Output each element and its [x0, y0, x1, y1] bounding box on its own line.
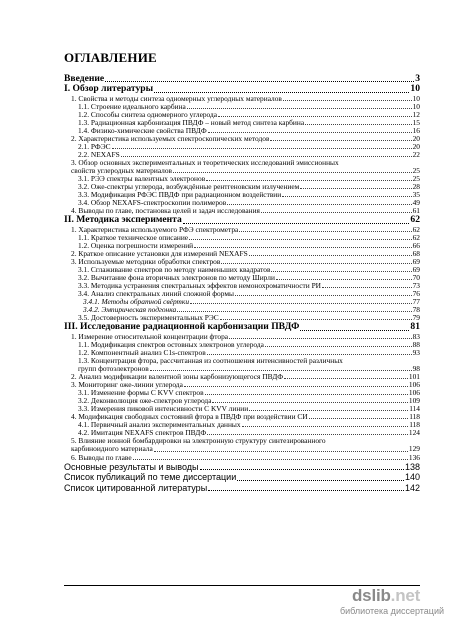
toc-entry-page: 83 [412, 331, 420, 341]
toc-entry [64, 266, 420, 274]
toc-entry [64, 341, 420, 349]
toc-entry [64, 74, 420, 84]
toc-entry-title: 3.3. Методика устранения спектральных эффектов немонохроматичности РИ [78, 282, 322, 291]
toc-dot-leader [133, 459, 408, 460]
toc-dot-leader [300, 330, 409, 331]
toc-entry [64, 333, 420, 341]
toc-entry [64, 483, 420, 494]
toc-dot-leader [261, 212, 412, 213]
toc-entry-title: Список публикаций по теме диссертации [64, 472, 237, 483]
toc-dot-leader [207, 354, 412, 355]
toc-dot-leader [235, 295, 412, 296]
toc-entry-page: 28 [412, 182, 420, 192]
toc-entry-title: 2. Характеристика используемых спектроскопических методов [71, 135, 270, 144]
toc-entry-page: 78 [412, 305, 420, 315]
toc-entry-page: 20 [412, 134, 420, 144]
toc-entry [64, 397, 420, 405]
toc-entry-page: 136 [408, 452, 420, 462]
toc-entry-page: 16 [412, 125, 420, 135]
toc-entry-page: 10 [412, 101, 420, 111]
toc-entry [64, 207, 420, 215]
toc-dot-leader [284, 378, 408, 379]
toc-entry-page: 25 [412, 166, 420, 176]
toc-entry-title: I. Обзор литературы [64, 84, 154, 95]
toc-dot-leader [239, 231, 411, 232]
toc-entry [64, 95, 420, 103]
toc-entry-page: 138 [404, 461, 420, 472]
toc-entry [64, 151, 420, 159]
toc-entry-title: 1.3. Радиационная карбонизация ПВДФ – новый метод синтеза карбина [78, 118, 305, 127]
toc-dot-leader [208, 490, 404, 491]
toc-dot-leader [283, 100, 412, 101]
toc-entry-page: 68 [412, 249, 420, 259]
toc-entry [64, 437, 420, 445]
toc-entry-page: 15 [412, 117, 420, 127]
toc-entry-page: 118 [409, 412, 420, 422]
toc-entry-title: 3.2. Деконволюция оже-спектров углерода [78, 397, 212, 406]
toc-entry [64, 405, 420, 413]
toc-entry-title: III. Исследование радиационной карбонизации ПВДФ [64, 322, 300, 333]
toc-entry-page: 106 [408, 380, 420, 390]
toc-dot-leader [183, 223, 410, 224]
toc-entry [64, 421, 420, 429]
toc-entry-title: 3.2. Оже-спектры углерода, возбуждённые рентгеновским излучением [78, 183, 300, 192]
toc-entry-page: 93 [412, 347, 420, 357]
toc-entry-page: 62 [412, 232, 420, 242]
toc-dot-leader [208, 132, 412, 133]
toc-entry-title: Введение [64, 73, 105, 84]
toc-entry-page: 118 [409, 420, 420, 430]
toc-dot-leader [121, 156, 412, 157]
toc-dot-leader [300, 188, 411, 189]
toc-dot-leader [150, 370, 412, 371]
toc-entry [64, 454, 420, 462]
toc-entry-title: 4. Модификация свободных состояний фтора в ПВДФ при воздействии СИ [71, 413, 308, 422]
toc-entry-title: 3.4.2. Эмпирическая подгонка [83, 306, 177, 315]
toc-entry-title: Основные результаты и выводы [64, 461, 199, 472]
toc-entry-title: 3.4. Анализ спектральных линий сложной формы [78, 290, 234, 299]
toc-entry [64, 349, 420, 357]
toc-dot-leader [305, 124, 411, 125]
toc-entry-title: 1. Характеристика используемого РФЭ спектрометра [71, 225, 239, 234]
toc-entry [64, 127, 420, 135]
toc-entry-title: 1.1. Строение идеального карбина [78, 102, 186, 111]
toc-entry-title: 3.3. Модификация РФЭС ПВДФ при радиационном воздействии [78, 191, 282, 200]
toc-entry [64, 226, 420, 234]
toc-entry [64, 183, 420, 191]
toc-entry-title: 3.1. Сглаживание спектров по методу наименьших квадратов [78, 266, 271, 275]
toc-entry [64, 381, 420, 389]
toc-entry-title: 3.4. Обзор NEXAFS-спектроскопии полимеров [78, 199, 227, 208]
toc-entry-title: 3.1. РЭЭ спектры валентных электронов [78, 175, 206, 184]
toc-entry-page: 10 [412, 93, 420, 103]
toc-dot-leader [271, 271, 411, 272]
toc-entry [64, 258, 420, 266]
toc-dot-leader [309, 418, 409, 419]
toc-entry-title: 1.1. Краткое техническое описание [78, 233, 189, 242]
toc-entry [64, 298, 420, 306]
toc-entry [64, 429, 420, 437]
toc-dot-leader [189, 239, 412, 240]
toc-entry [64, 413, 420, 421]
toc-entry-page: 79 [412, 313, 420, 323]
watermark-logo [352, 586, 420, 606]
toc-entry-page: 22 [412, 150, 420, 160]
toc-dot-leader [187, 108, 412, 109]
toc-dot-leader [276, 279, 412, 280]
toc-entry [64, 282, 420, 290]
toc-entry [64, 373, 420, 381]
toc-entry [64, 215, 420, 225]
toc-entry-title: свойств углеродных материалов [71, 167, 173, 176]
toc-entry-page: 35 [412, 190, 420, 200]
toc-dot-leader [221, 263, 411, 264]
toc-dot-leader [249, 255, 412, 256]
watermark-logo-main: dslib [352, 586, 391, 605]
toc-entry-title: 1.4. Физико-химические свойства ПВДФ [78, 126, 207, 135]
toc-entry-title: 4.1. Первичный анализ экспериментальных данных [78, 421, 241, 430]
toc-entry [64, 84, 420, 94]
toc-entry [64, 472, 420, 483]
toc-dot-leader [177, 311, 411, 312]
toc-dot-leader [194, 247, 411, 248]
toc-entry-page: 77 [412, 297, 420, 307]
toc-entry [64, 191, 420, 199]
toc-dot-leader [207, 434, 408, 435]
toc-entry [64, 159, 420, 167]
toc-entry [64, 314, 420, 322]
toc-entry [64, 135, 420, 143]
toc-entry-title: групп фотоэлектронов [78, 365, 149, 374]
toc-entry-title: 3.2. Вычитание фона вторичных электронов по методу Ширли [78, 274, 275, 283]
toc-dot-leader [105, 81, 414, 82]
toc-entry-title: II. Методика эксперимента [64, 215, 182, 226]
toc-entry-page: 61 [412, 206, 420, 216]
toc-entry-page: 129 [408, 444, 420, 454]
toc-dot-leader [229, 338, 412, 339]
toc-entry-page: 69 [412, 257, 420, 267]
toc-dot-leader [237, 480, 404, 481]
toc-entry-title: 2.1. РФЭС [78, 143, 111, 152]
toc-entry-title: 3.3. Измерения пиковой интенсивности C KVV линии [78, 405, 249, 414]
toc-dot-leader [200, 469, 404, 470]
toc-entry [64, 389, 420, 397]
toc-entry-title: 2. Краткое описание установки для измерений NEXAFS [71, 250, 248, 259]
toc-entry-page: 62 [410, 214, 420, 226]
toc-dot-leader [270, 140, 411, 141]
toc-entry-page: 142 [404, 482, 420, 493]
toc-dot-leader [249, 410, 408, 411]
toc-entry-page: 10 [410, 83, 420, 95]
toc-dot-leader [206, 180, 411, 181]
toc-dot-leader [190, 303, 412, 304]
toc-entry-title: 4. Выводы по главе, постановка целей и задач исследования [71, 207, 260, 216]
toc-entry [64, 103, 420, 111]
toc-entry-title: 4.2. Имитация NEXAFS спектров ПВДФ [78, 429, 207, 438]
page-title: ОГЛАВЛЕНИЕ [64, 50, 157, 65]
toc-entry [64, 111, 420, 119]
toc-entry-title: 3.5. Достоверность экспериментальных РЭС [78, 314, 219, 323]
watermark-tagline: библиотека диссертаций [340, 606, 445, 616]
toc-entry [64, 250, 420, 258]
toc-entry-page: 109 [408, 396, 420, 406]
table-of-contents [64, 74, 420, 493]
toc-entry-title: Список цитированной литературы [64, 482, 208, 493]
toc-dot-leader [227, 204, 411, 205]
toc-dot-leader [282, 196, 411, 197]
toc-entry-title: 3.1. Изменение формы C KVV спектров [78, 389, 204, 398]
toc-entry-title: 3. Используемые методики обработки спектров [71, 258, 221, 267]
toc-entry-title: 2. Анализ модификации валентной зоны карбонизующегося ПВДФ [71, 373, 284, 382]
watermark-logo-suffix: .net [390, 586, 421, 605]
toc-dot-leader [154, 451, 408, 452]
toc-entry [64, 119, 420, 127]
toc-entry-page: 12 [412, 109, 420, 119]
toc-entry-page: 76 [412, 289, 420, 299]
toc-entry-page: 66 [412, 240, 420, 250]
toc-entry-page: 98 [412, 364, 420, 374]
toc-entry [64, 175, 420, 183]
toc-entry-page: 101 [408, 372, 420, 382]
toc-entry [64, 242, 420, 250]
toc-entry-page: 20 [412, 142, 420, 152]
toc-entry-title: карбиноидного материала [71, 445, 153, 454]
toc-entry [64, 234, 420, 242]
toc-entry-title: 1. Свойства и методы синтеза одномерных углеродных материалов [71, 94, 282, 103]
toc-dot-leader [154, 92, 409, 93]
toc-entry [64, 167, 420, 175]
toc-dot-leader [212, 402, 407, 403]
toc-entry [64, 306, 420, 314]
toc-entry-page: 69 [412, 265, 420, 275]
toc-entry-page: 49 [412, 198, 420, 208]
toc-entry-page: 25 [412, 174, 420, 184]
toc-entry [64, 290, 420, 298]
toc-entry-title: 1. Измерение относительной концентрации фтора [71, 332, 229, 341]
toc-entry-page: 70 [412, 273, 420, 283]
toc-dot-leader [265, 346, 412, 347]
toc-entry-title: 3. Обзор основных экспериментальных и теоретических исследований эмиссионных [71, 159, 339, 168]
toc-entry-title: 1.2. Способы синтеза одномерного углерода [78, 110, 218, 119]
toc-dot-leader [184, 386, 408, 387]
toc-dot-leader [220, 319, 412, 320]
toc-dot-leader [112, 148, 412, 149]
toc-entry-title: 6. Выводы по главе [71, 453, 132, 462]
toc-entry-page: 73 [412, 281, 420, 291]
toc-entry-page: 62 [412, 224, 420, 234]
toc-entry-title: 5. Влияние ионной бомбардировки на электронную структуру синтезированного [71, 437, 326, 446]
toc-entry [64, 274, 420, 282]
toc-entry [64, 445, 420, 453]
toc-entry [64, 357, 420, 365]
toc-entry-page: 124 [408, 428, 420, 438]
toc-dot-leader [322, 287, 412, 288]
toc-dot-leader [242, 426, 409, 427]
toc-entry-title: 3. Мониторинг оже-линии углерода [71, 381, 183, 390]
toc-entry-title: 2.2. NEXAFS [78, 151, 120, 160]
toc-entry-title: 1.2. Компонентный анализ C1s-спектров [78, 348, 206, 357]
toc-entry [64, 365, 420, 373]
toc-entry [64, 462, 420, 473]
toc-dot-leader [218, 116, 412, 117]
toc-entry [64, 199, 420, 207]
toc-entry-page: 81 [410, 321, 420, 333]
toc-entry-page: 140 [404, 472, 420, 483]
toc-entry-page: 114 [409, 404, 420, 414]
toc-dot-leader [173, 172, 412, 173]
toc-entry [64, 143, 420, 151]
toc-entry-title: 1.1. Модификация спектров остовных электронов углерода [78, 340, 264, 349]
toc-entry-title: 3.4.1. Методы обратной свёртки [83, 298, 190, 307]
toc-entry-page: 3 [415, 72, 420, 84]
toc-dot-leader [205, 394, 408, 395]
toc-entry-page: 106 [408, 388, 420, 398]
toc-entry-page: 88 [412, 339, 420, 349]
toc-entry [64, 322, 420, 332]
toc-entry-title: 1.2. Оценка погрешности измерений [78, 241, 194, 250]
toc-entry-title: 1.3. Концентрация фтора, рассчитанная из соотношения интенсивностей различных [78, 356, 343, 365]
